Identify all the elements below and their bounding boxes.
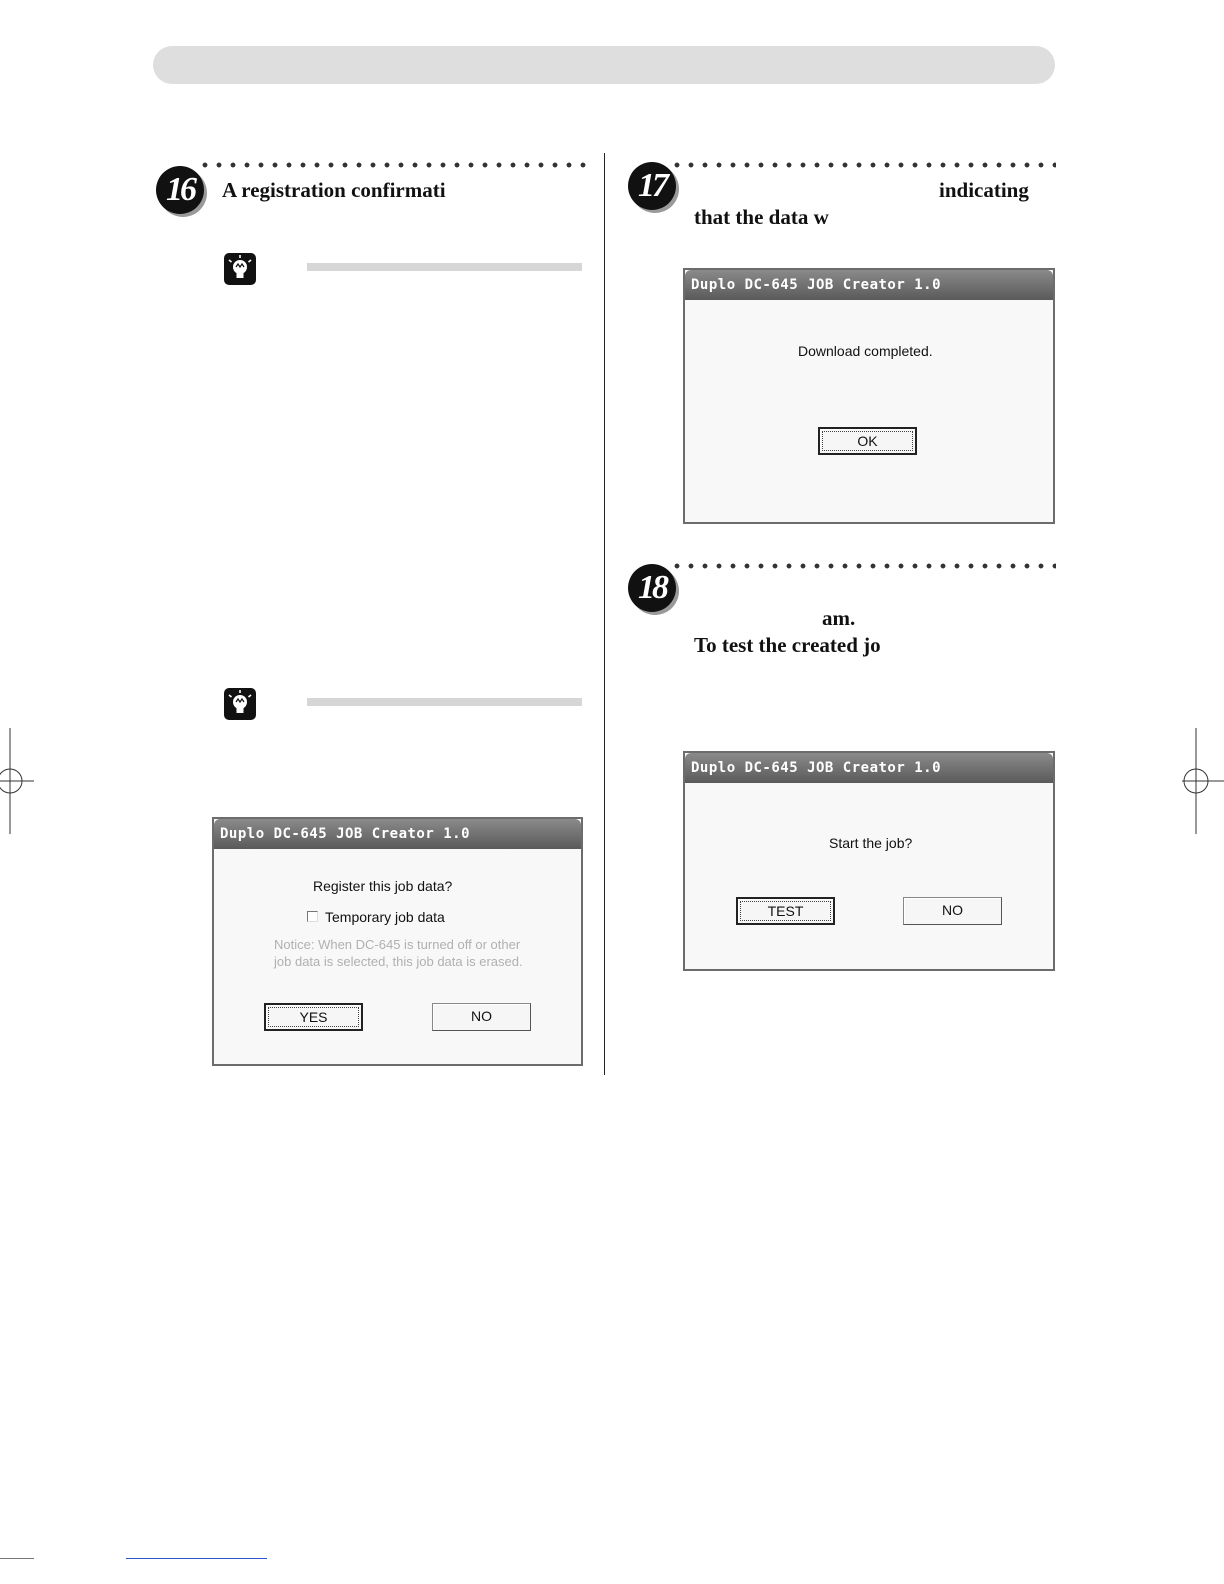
footer-crop-tick xyxy=(0,1558,34,1559)
page-header-bar xyxy=(153,46,1055,84)
step-17-heading-line2: that the data w xyxy=(694,205,829,229)
crosshair-mark-icon xyxy=(1182,728,1224,834)
dialog-message: Download completed. xyxy=(798,343,933,359)
ok-button-label: OK xyxy=(857,433,878,449)
step-18-dotted-rule xyxy=(670,561,1056,571)
no-button[interactable] xyxy=(432,1003,531,1031)
tip-rule xyxy=(307,263,582,271)
checkbox-label[interactable]: Temporary job data xyxy=(325,909,445,925)
no-button-label: NO xyxy=(471,1008,492,1024)
step-17-badge xyxy=(628,162,676,210)
dialog-title-bar[interactable]: Duplo DC-645 JOB Creator 1.0 xyxy=(214,819,581,849)
ok-button[interactable] xyxy=(818,427,917,455)
step-17-dotted-rule xyxy=(670,160,1056,170)
register-dialog xyxy=(212,817,583,1066)
yes-button[interactable] xyxy=(264,1003,363,1031)
dialog-title-bar[interactable]: Duplo DC-645 JOB Creator 1.0 xyxy=(685,270,1053,300)
download-dialog xyxy=(683,268,1055,524)
footer-link-underline xyxy=(126,1558,267,1559)
tip-rule xyxy=(307,698,582,706)
dialog-message: Register this job data? xyxy=(313,878,453,894)
dialog-title-bar[interactable]: Duplo DC-645 JOB Creator 1.0 xyxy=(685,753,1053,783)
column-divider xyxy=(604,153,605,1075)
no-button[interactable] xyxy=(903,897,1002,925)
lightbulb-icon xyxy=(224,253,256,285)
step-16-number: 16 xyxy=(166,171,194,208)
yes-button-label: YES xyxy=(299,1009,328,1025)
step-18-badge xyxy=(628,564,676,612)
no-button-label: NO xyxy=(942,902,963,918)
step-17-heading-line1: indicating xyxy=(939,178,1029,202)
start-job-dialog xyxy=(683,751,1055,971)
step-18-heading-line2: To test the created jo xyxy=(694,633,881,657)
notice-text: Notice: When DC-645 is turned off or other job data is selected, this job data is erased. xyxy=(274,937,523,969)
step-18-number: 18 xyxy=(638,569,666,606)
step-17-number: 17 xyxy=(638,167,666,204)
test-button-label: TEST xyxy=(767,903,804,919)
temporary-job-checkbox[interactable] xyxy=(307,911,318,922)
test-button[interactable] xyxy=(736,897,835,925)
dialog-message: Start the job? xyxy=(829,835,913,851)
step-18-heading-line1: am. xyxy=(822,606,856,630)
crosshair-mark-icon xyxy=(0,728,34,834)
step-16-badge xyxy=(156,166,204,214)
step-16-heading: A registration confirmati xyxy=(222,178,446,202)
step-16-dotted-rule xyxy=(198,160,586,170)
lightbulb-icon xyxy=(224,688,256,720)
